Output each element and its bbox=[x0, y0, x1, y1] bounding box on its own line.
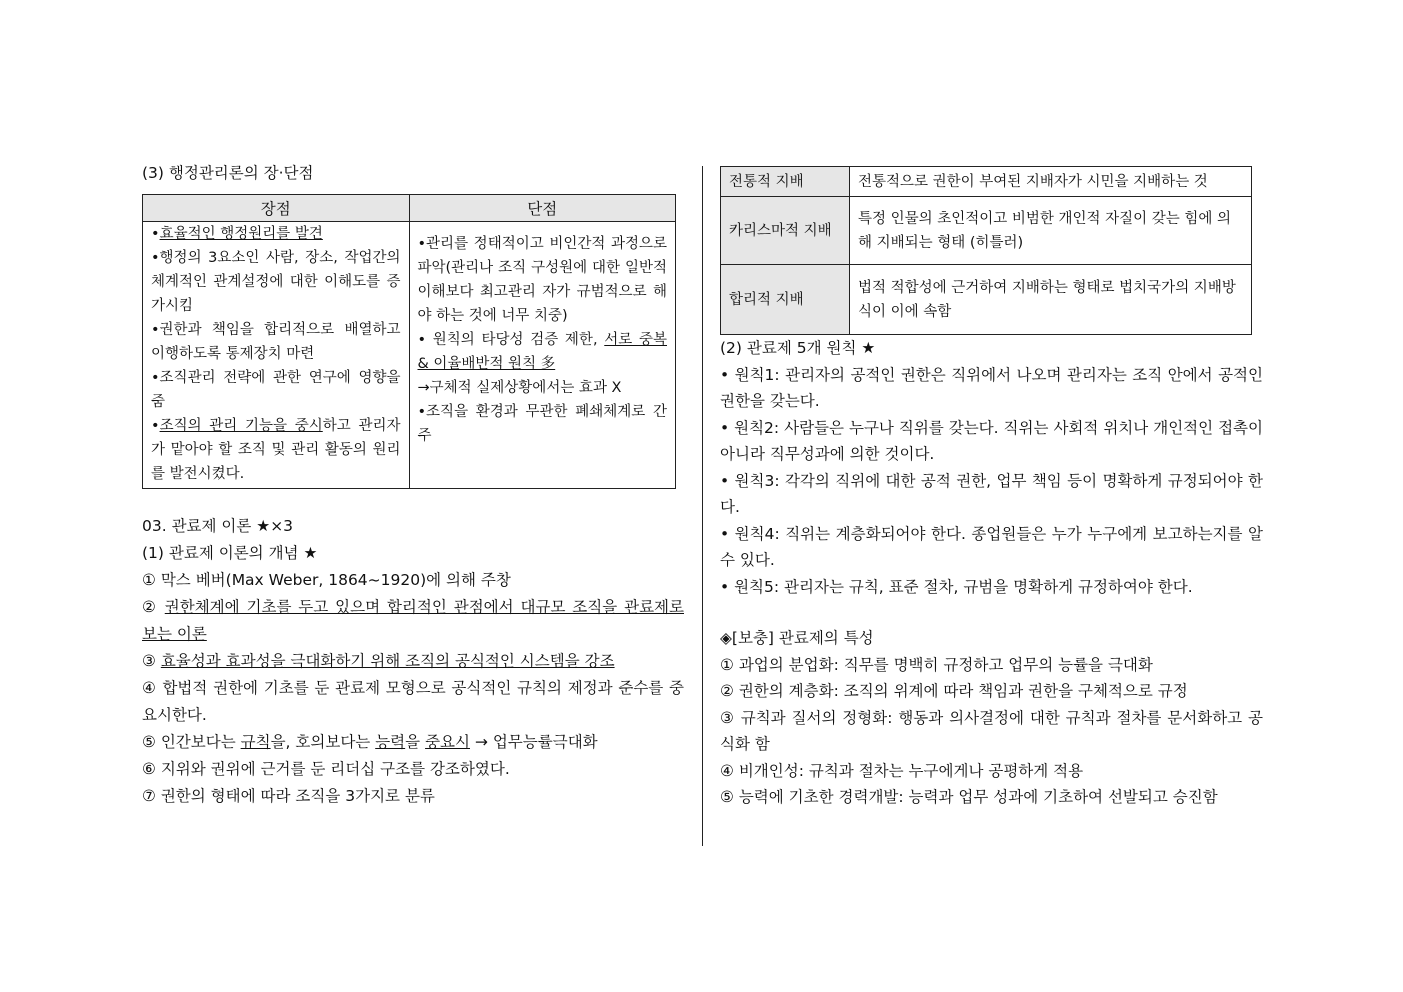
principles-heading: (2) 관료제 5개 원칙 ★ bbox=[720, 339, 876, 357]
domination-type: 카리스마적 지배 bbox=[721, 197, 850, 265]
principle-item: • 원칙4: 직위는 계층화되어야 한다. 종업원들은 누가 누구에게 보고하는지를 알 수 있다. bbox=[720, 524, 1263, 569]
domination-desc: 특정 인물의 초인적이고 비범한 개인적 자질이 갖는 힘에 의해 지배되는 형태 (히틀러) bbox=[850, 197, 1252, 265]
supplement-heading: ◈[보충] 관료제의 특성 bbox=[720, 629, 874, 647]
domination-table bbox=[720, 166, 1252, 335]
pros-cell bbox=[143, 222, 410, 489]
feature-item: ④ 비개인성: 규칙과 절차는 누구에게나 공평하게 적용 bbox=[720, 761, 1084, 780]
pros-item: •조직관리 전략에 관한 연구에 영향을 줌 bbox=[151, 370, 401, 410]
cons-item: •관리를 정태적이고 비인간적 과정으로 파악(관리나 조직 구성원에 대한 일반적 이해보다 최고관리 자가 규범적으로 해야 하는 것에 너무 치중) bbox=[417, 236, 667, 324]
principle-item: • 원칙5: 관리자는 규칙, 표준 절차, 규범을 명확하게 규정하여야 한다. bbox=[720, 577, 1193, 596]
concept-item-4: ④ 합법적 권한에 기초를 둔 관료제 모형으로 공식적인 규칙의 제정과 준수를 중요시한다. bbox=[142, 679, 684, 724]
concept-item-2 bbox=[142, 594, 684, 648]
cons-cell bbox=[409, 222, 676, 489]
pros-item bbox=[151, 414, 401, 486]
pros-item-underlined: 효율적인 행정원리를 발견 bbox=[159, 226, 323, 242]
cons-item: •조직을 환경과 무관한 폐쇄체계로 간주 bbox=[417, 404, 667, 444]
table-row bbox=[721, 265, 1252, 335]
feature-item: ③ 규칙과 질서의 정형화: 행동과 의사결정에 대한 규칙과 절차를 문서화하고 공식화 함 bbox=[720, 708, 1263, 753]
table-row bbox=[721, 167, 1252, 197]
domination-type: 전통적 지배 bbox=[721, 167, 850, 197]
table-row bbox=[721, 197, 1252, 265]
column-divider bbox=[702, 166, 703, 846]
concept-item-6: ⑥ 지위와 권위에 근거를 둔 리더십 구조를 강조하였다. bbox=[142, 760, 510, 778]
pros-item: •행정의 3요소인 사람, 장소, 작업간의 체계적인 관계설정에 대한 이해도를 증가시킴 bbox=[151, 250, 401, 314]
right-column bbox=[720, 166, 1263, 811]
domination-desc: 법적 적합성에 근거하여 지배하는 형태로 법치국가의 지배방식이 이에 속함 bbox=[850, 265, 1252, 335]
concept-item-3 bbox=[142, 648, 684, 675]
principle-item: • 원칙2: 사람들은 누구나 직위를 갖는다. 직위는 사회적 위치나 개인적인 접촉이 아니라 직무성과에 의한 것이다. bbox=[720, 418, 1263, 463]
cons-item bbox=[418, 328, 668, 376]
item-number: ② bbox=[142, 598, 165, 616]
principle-item: • 원칙1: 관리자의 공적인 권한은 직위에서 나오며 관리자는 조직 안에서 공적인 권한을 갖는다. bbox=[720, 365, 1263, 410]
bureaucracy-heading: 03. 관료제 이론 ★×3 bbox=[142, 517, 294, 535]
item-number: ③ bbox=[142, 652, 161, 670]
underlined-text: 중요시 bbox=[425, 733, 470, 751]
underlined-text: 권한체계에 기초를 두고 있으며 합리적인 관점에서 대규모 조직을 관료제로 보는 이론 bbox=[142, 598, 684, 643]
concept-heading: (1) 관료제 이론의 개념 ★ bbox=[142, 544, 318, 562]
pros-item-prefix: • bbox=[151, 418, 160, 434]
table-header-row bbox=[143, 195, 676, 222]
text-part: → 업무능률극대화 bbox=[469, 733, 598, 751]
underlined-text: 규칙 bbox=[240, 733, 271, 751]
cons-item: →구체적 실제상황에서는 효과 X bbox=[417, 380, 622, 396]
domination-type: 합리적 지배 bbox=[721, 265, 850, 335]
underlined-text: 능력 bbox=[375, 733, 406, 751]
principle-item: • 원칙3: 각각의 직위에 대한 공적 권한, 업무 책임 등이 명확하게 규정되어야 한다. bbox=[720, 471, 1263, 516]
pros-header: 장점 bbox=[143, 195, 410, 222]
left-column bbox=[142, 160, 684, 810]
cons-header: 단점 bbox=[409, 195, 676, 222]
feature-item: ① 과업의 분업화: 직무를 명백히 규정하고 업무의 능률을 극대화 bbox=[720, 655, 1153, 674]
pros-item: •권한과 책임을 합리적으로 배열하고 이행하도록 통제장치 마련 bbox=[151, 322, 401, 362]
concept-item-1: ① 막스 베버(Max Weber, 1864~1920)에 의해 주창 bbox=[142, 571, 511, 589]
underlined-text: 효율성과 효과성을 극대화하기 위해 조직의 공식적인 시스템을 강조 bbox=[160, 652, 615, 670]
domination-desc: 전통적으로 권한이 부여된 지배자가 시민을 지배하는 것 bbox=[850, 167, 1252, 197]
feature-item: ② 권한의 계층화: 조직의 위계에 따라 책임과 권한을 구체적으로 규정 bbox=[720, 682, 1188, 700]
cons-item-prefix: • 원칙의 타당성 검증 제한, bbox=[417, 332, 605, 348]
pros-item: •효율적인 행정원리를 발견 bbox=[151, 226, 323, 242]
cons-item-underlined: 서로 중복 & 이율배반적 원칙 多 bbox=[417, 332, 667, 372]
pros-item-underlined: 조직의 관리 기능을 중시 bbox=[159, 418, 323, 434]
table-row bbox=[143, 222, 676, 489]
text-part: 을, 호의보다는 bbox=[270, 733, 376, 751]
pros-cons-section-title: (3) 행정관리론의 장·단점 bbox=[142, 164, 314, 182]
pros-cons-table bbox=[142, 194, 676, 489]
text-part: ⑤ 인간보다는 bbox=[142, 733, 241, 751]
feature-item: ⑤ 능력에 기초한 경력개발: 능력과 업무 성과에 기초하여 선발되고 승진함 bbox=[720, 788, 1218, 806]
pros-item-rest: 하고 관리자가 맡아야 할 조직 및 관리 활동의 원리를 발전시켰다. bbox=[151, 418, 401, 482]
text-part: 을 bbox=[405, 733, 426, 751]
concept-item-7: ⑦ 권한의 형태에 따라 조직을 3가지로 분류 bbox=[142, 787, 435, 805]
concept-item-5 bbox=[142, 729, 684, 756]
